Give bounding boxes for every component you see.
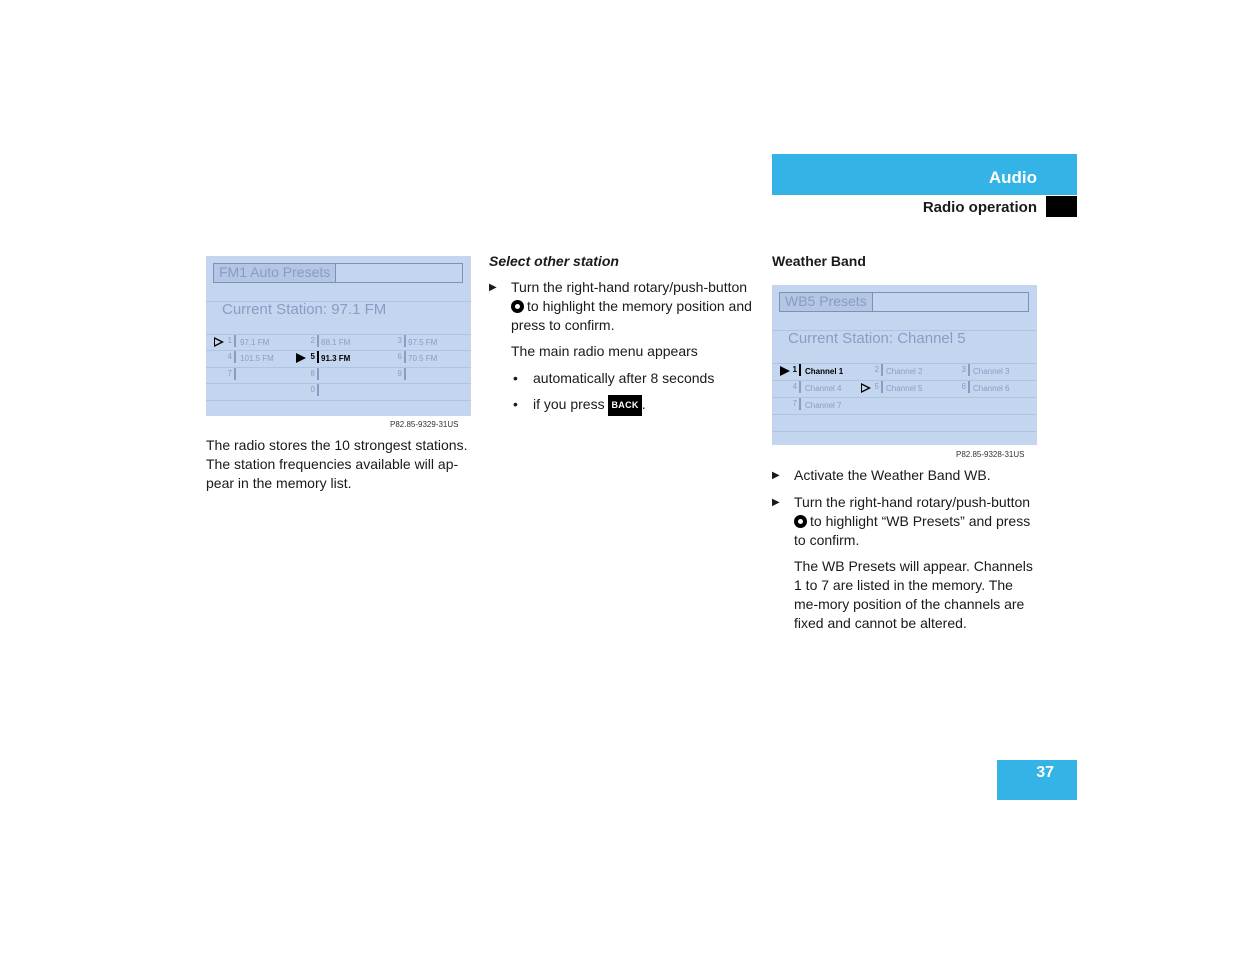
page-number: 37 <box>1036 764 1054 781</box>
weather-step-1: Activate the Weather Band WB. <box>794 467 991 483</box>
wb-preset-7[interactable]: 7 Channel 7 <box>792 399 842 410</box>
fm-preset-7[interactable]: 7 <box>218 367 303 383</box>
fm-preset-6[interactable]: 6 70.5 FM <box>397 352 438 363</box>
bullet-icon: • <box>513 396 518 412</box>
rotary-knob-icon <box>794 515 807 528</box>
select-step-1: Turn the right-hand rotary/push-button to highlight the memory position and press to confirm. <box>511 279 752 333</box>
wb-presets-screen <box>772 285 1037 445</box>
wb-preset-6[interactable]: 6 Channel 6 <box>961 382 1010 393</box>
header-marker-block <box>1046 196 1077 217</box>
step-marker-icon: ▶ <box>489 282 497 293</box>
wb-preset-1[interactable]: 1 Channel 1 <box>792 365 844 376</box>
fm-current-station: Current Station: 97.1 FM <box>222 301 387 318</box>
weather-note: The WB Presets will appear. Channels 1 to 7 are listed in the memory. The me-mory position of the channels are fixed and cannot be altered. <box>794 558 1033 631</box>
step-marker-icon: ▶ <box>772 470 780 481</box>
fm-preset-1[interactable]: 1 97.1 FM <box>227 336 270 347</box>
wb-current-station: Current Station: Channel 5 <box>788 330 966 347</box>
wb-preset-3[interactable]: 3 Channel 3 <box>961 365 1010 376</box>
fm-preset-3[interactable]: 3 97.5 FM <box>397 336 438 347</box>
select-station-heading: Select other station <box>489 253 619 269</box>
menu-appears-text: The main radio menu appears <box>511 343 698 359</box>
weather-step-2: Turn the right-hand rotary/push-button to highlight “WB Presets” and press to confirm. <box>794 494 1031 548</box>
back-button-icon: BACK <box>608 395 641 416</box>
section-header-bar <box>772 154 1077 195</box>
bullet-auto: automatically after 8 seconds <box>533 370 715 386</box>
bullet-icon: • <box>513 370 518 386</box>
page-number-box <box>997 760 1077 800</box>
left-description: The radio stores the 10 strongest stations. The station frequencies available will ap-pear in the memory list. <box>206 437 468 491</box>
wb-preset-2[interactable]: 2 Channel 2 <box>874 365 923 376</box>
bullet-back: if you press BACK . <box>533 395 758 416</box>
subsection-title: Radio operation <box>922 199 1037 216</box>
fm-preset-5[interactable]: 5 91.3 FM <box>310 352 351 363</box>
fm-figure-code: P82.85-9329-31US <box>390 420 459 429</box>
wb-screen-title: WB5 Presets <box>780 293 873 311</box>
fm-preset-4[interactable]: 4 101.5 FM <box>227 352 274 363</box>
fm-preset-8[interactable]: 8 <box>301 367 386 383</box>
wb-preset-4[interactable]: 4 Channel 4 <box>792 382 842 393</box>
fm-preset-2[interactable]: 2 88.1 FM <box>310 336 351 347</box>
wb-preset-5[interactable]: 5 Channel 5 <box>874 382 923 393</box>
fm-preset-0[interactable]: 0 <box>301 383 386 399</box>
step-marker-icon: ▶ <box>772 497 780 508</box>
fm-screen-title-box <box>213 263 463 283</box>
weather-band-heading: Weather Band <box>772 253 866 269</box>
fm-presets-screen <box>206 256 471 416</box>
fm-screen-title: FM1 Auto Presets <box>214 264 336 282</box>
section-title: Audio <box>988 168 1037 187</box>
rotary-knob-icon <box>511 300 524 313</box>
fm-preset-9[interactable]: 9 <box>388 367 468 383</box>
wb-screen-title-box <box>779 292 1029 312</box>
wb-figure-code: P82.85-9328-31US <box>956 450 1025 459</box>
